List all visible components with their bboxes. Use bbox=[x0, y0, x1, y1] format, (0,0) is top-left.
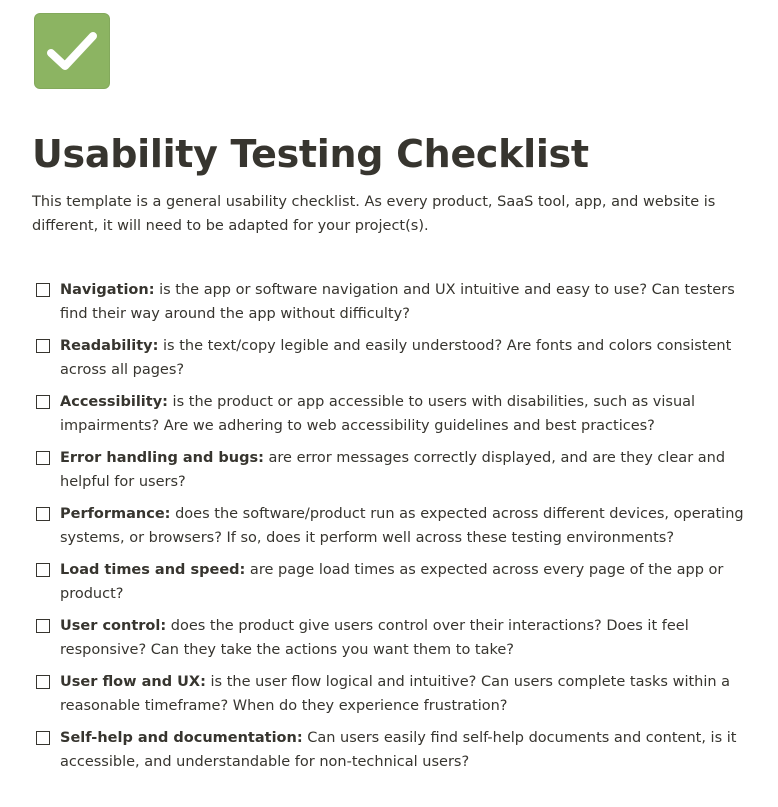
checklist-item-text bbox=[60, 394, 695, 434]
checklist-item-text bbox=[60, 562, 723, 602]
checkbox[interactable] bbox=[36, 731, 50, 745]
checklist-item-label: User flow and UX: bbox=[60, 674, 206, 690]
checklist-item bbox=[36, 614, 746, 662]
checklist-item-text bbox=[60, 282, 735, 322]
checklist-item-text bbox=[60, 450, 725, 490]
checklist-item-text bbox=[60, 506, 744, 546]
checkbox[interactable] bbox=[36, 675, 50, 689]
checklist-item-label: Readability: bbox=[60, 338, 159, 354]
checkbox[interactable] bbox=[36, 507, 50, 521]
page-title: Usability Testing Checklist bbox=[32, 132, 589, 176]
checklist-item-text bbox=[60, 338, 731, 378]
checklist-item-text bbox=[60, 618, 689, 658]
checklist-item bbox=[36, 558, 746, 606]
checklist bbox=[36, 278, 746, 782]
checkbox[interactable] bbox=[36, 451, 50, 465]
checklist-item-description: is the user flow logical and intuitive? Can users complete tasks within a reasonable timeframe? When do they experience frustration? bbox=[60, 674, 731, 714]
checklist-item-label: Performance: bbox=[60, 506, 171, 522]
checkbox[interactable] bbox=[36, 563, 50, 577]
checklist-item-description: is the text/copy legible and easily understood? Are fonts and colors consistent across all pages? bbox=[60, 338, 732, 378]
checklist-item bbox=[36, 334, 746, 382]
checklist-item bbox=[36, 670, 746, 718]
checklist-item bbox=[36, 446, 746, 494]
checkbox[interactable] bbox=[36, 283, 50, 297]
checklist-item-description: are page load times as expected across every page of the app or product? bbox=[60, 562, 724, 602]
checklist-item-description: Can users easily find self-help documents and content, is it accessible, and understandable for non-technical users? bbox=[60, 730, 737, 770]
checklist-item-label: Navigation: bbox=[60, 282, 155, 298]
check-mark-icon bbox=[34, 13, 110, 89]
checklist-item bbox=[36, 726, 746, 774]
checklist-item-description: does the product give users control over their interactions? Does it feel responsive? Can they take the actions you want them to take? bbox=[60, 618, 689, 658]
checklist-item-text bbox=[60, 674, 730, 714]
checklist-item-label: User control: bbox=[60, 618, 167, 634]
checklist-item-label: Accessibility: bbox=[60, 394, 168, 410]
checklist-item-description: does the software/product run as expected across different devices, operating systems, or browsers? If so, does it perform well across these testing environments? bbox=[60, 506, 744, 546]
checkbox[interactable] bbox=[36, 619, 50, 633]
checkbox[interactable] bbox=[36, 395, 50, 409]
check-mark-glyph bbox=[46, 29, 98, 73]
checklist-item bbox=[36, 278, 746, 326]
checklist-item-text bbox=[60, 730, 736, 770]
checklist-item-description: are error messages correctly displayed, and are they clear and helpful for users? bbox=[60, 450, 726, 490]
intro-paragraph: This template is a general usability checklist. As every product, SaaS tool, app, and website is different, it will need to be adapted for your project(s). bbox=[32, 194, 716, 234]
checkbox[interactable] bbox=[36, 339, 50, 353]
checklist-item-description: is the product or app accessible to users with disabilities, such as visual impairments? Are we adhering to web accessibility guidelines and best practices? bbox=[60, 394, 696, 434]
checklist-item-label: Error handling and bugs: bbox=[60, 450, 264, 466]
checklist-item-description: is the app or software navigation and UX intuitive and easy to use? Can testers find their way around the app without difficulty? bbox=[60, 282, 735, 322]
checklist-item-label: Self-help and documentation: bbox=[60, 730, 303, 746]
checklist-item bbox=[36, 390, 746, 438]
checklist-item bbox=[36, 502, 746, 550]
checklist-item-label: Load times and speed: bbox=[60, 562, 246, 578]
